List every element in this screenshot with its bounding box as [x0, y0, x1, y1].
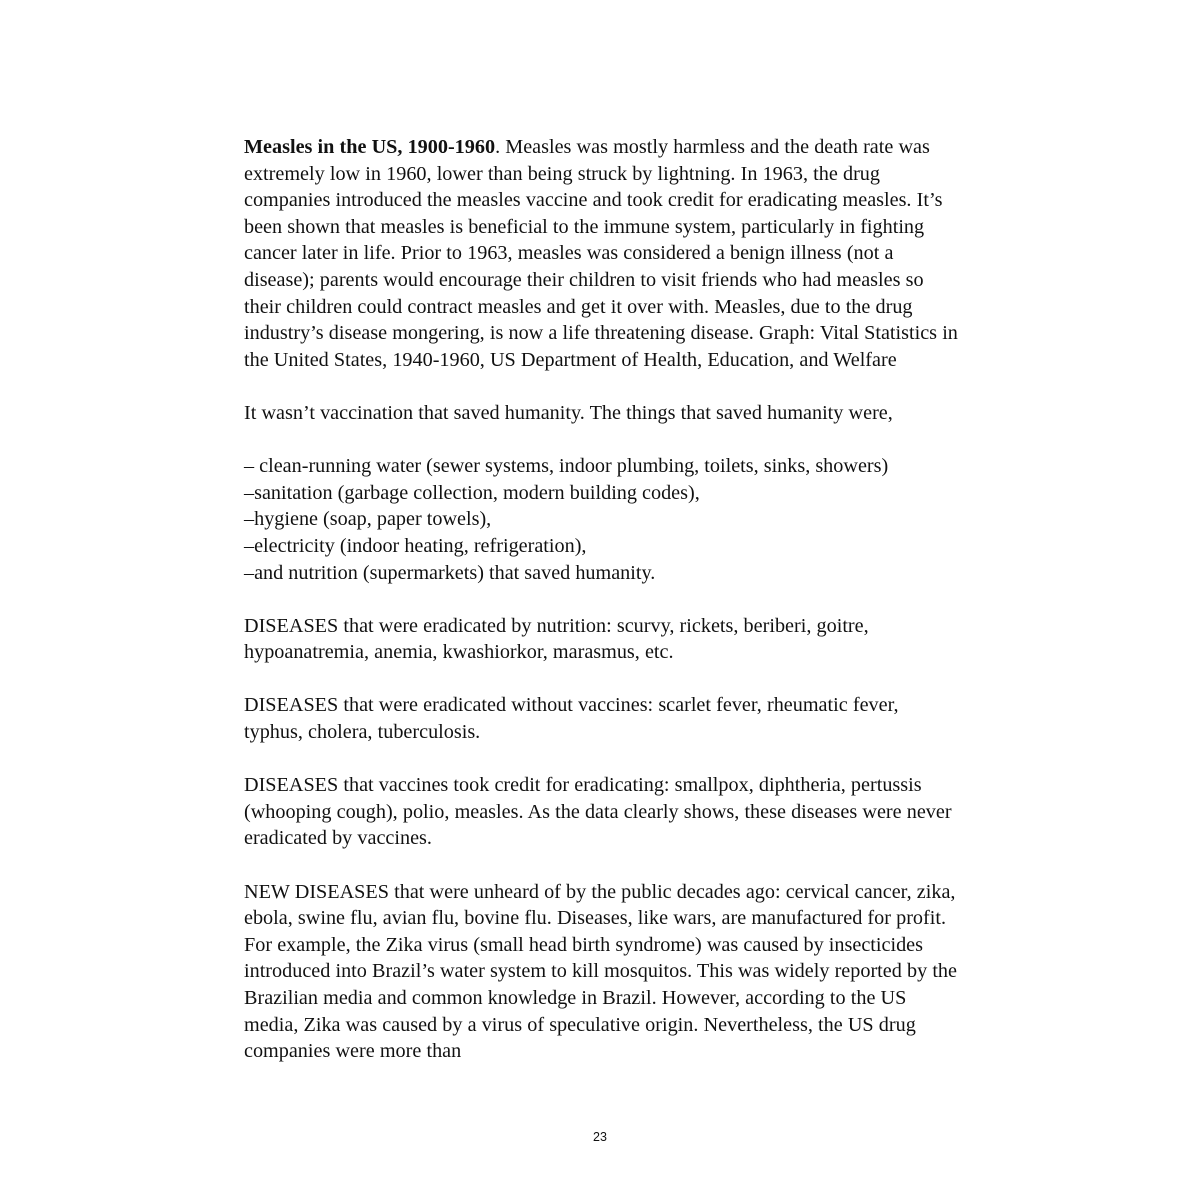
list-item: –electricity (indoor heating, refrigeration),: [244, 534, 587, 557]
page-number: 23: [593, 1130, 607, 1144]
saved-humanity-list: [244, 453, 960, 586]
paragraph-lead-heading: Measles in the US, 1900-1960: [244, 136, 496, 158]
paragraph-diseases-without-vaccines: DISEASES that were eradicated without vaccines: scarlet fever, rheumatic fever, typhus, cholera, tuberculosis.: [244, 694, 899, 744]
paragraph-diseases-nutrition: DISEASES that were eradicated by nutrition: scurvy, rickets, beriberi, goitre, hypoanatremia, anemia, kwashiorkor, marasmus, etc.: [244, 614, 869, 664]
paragraph-diseases-vaccine-credit: DISEASES that vaccines took credit for eradicating: smallpox, diphtheria, pertussis (whooping cough), polio, measles. As the data clearly shows, these diseases were never eradicated by vaccines.: [244, 774, 952, 850]
paragraph-saved-humanity: It wasn’t vaccination that saved humanity. The things that saved humanity were,: [244, 401, 893, 424]
list-item: –and nutrition (supermarkets) that saved humanity.: [244, 561, 656, 584]
list-item: – clean-running water (sewer systems, indoor plumbing, toilets, sinks, showers): [244, 455, 889, 478]
list-item: –hygiene (soap, paper towels),: [244, 508, 492, 531]
paragraph-new-diseases: NEW DISEASES that were unheard of by the public decades ago: cervical cancer, zika, ebola, swine flu, avian flu, bovine flu. Diseases, like wars, are manufactured for profit. For example, the Zika virus (small head birth syndrome) was caused by insecticides introduced into Brazil’s water system to kill mosquitos. This was widely reported by the Brazilian media and common knowledge in Brazil. However, according to the US media, Zika was caused by a virus of speculative origin. Nevertheless, the US drug companies were more than: [244, 880, 957, 1063]
paragraph-measles-intro: [244, 134, 960, 373]
paragraph-measles-intro-body: . Measles was mostly harmless and the death rate was extremely low in 1960, lower than being struck by lightning. In 1963, the drug companies introduced the measles vaccine and took credit for eradicating measles. It’s been shown that measles is beneficial to the immune system, particularly in fighting cancer later in life. Prior to 1963, measles was considered a benign illness (not a disease); parents would encourage their children to visit friends who had measles so their children could contract measles and get it over with. Measles, due to the drug industry’s disease mongering, is now a life threatening disease. Graph: Vital Statistics in the United States, 1940-1960, US Department of Health, Education, and Welfare: [244, 136, 958, 371]
page-body-text: [244, 134, 960, 1065]
list-item: –sanitation (garbage collection, modern building codes),: [244, 481, 700, 504]
